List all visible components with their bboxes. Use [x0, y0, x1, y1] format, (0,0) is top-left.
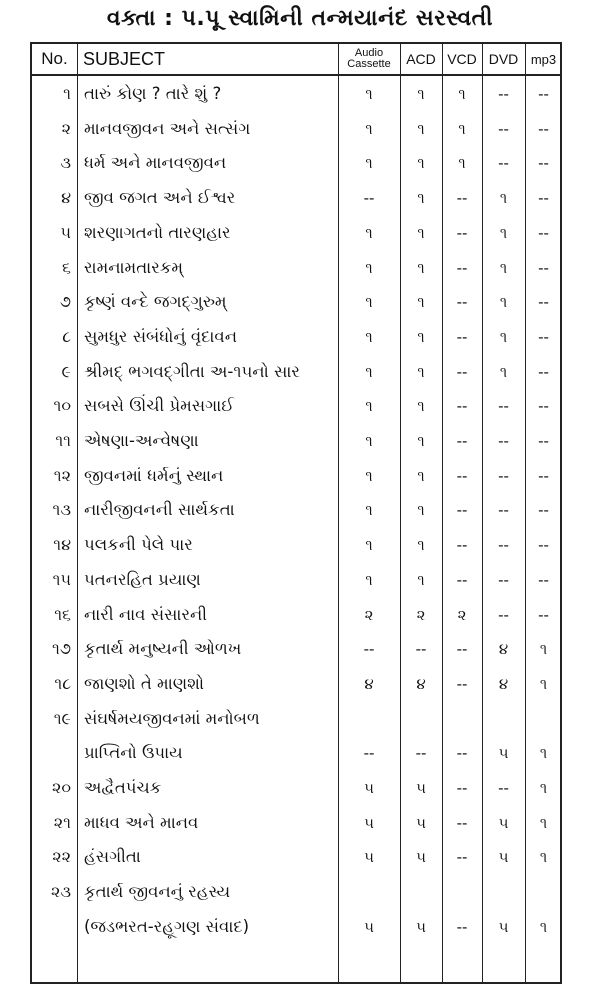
table-row: [32, 146, 564, 180]
cell-audio: ૧: [365, 154, 373, 173]
cell-audio: --: [363, 640, 375, 659]
table-row: [32, 251, 564, 285]
cell-dvd: --: [498, 466, 509, 485]
cell-acd: ૫: [416, 779, 426, 797]
cell-audio: --: [363, 189, 375, 208]
header-no: No.: [41, 49, 68, 68]
cell-subject: અદ્વૈતપંચક: [84, 778, 162, 797]
cell-acd: ૧: [417, 189, 425, 208]
table-row: [32, 355, 564, 389]
cell-no: ૨: [61, 118, 71, 138]
cell-audio: ૧: [365, 570, 373, 589]
table-row: [32, 667, 564, 701]
table-row: [32, 112, 564, 146]
cell-mp3: --: [538, 119, 549, 138]
table-row: [32, 598, 564, 632]
cell-audio: ૪: [364, 674, 374, 693]
cell-subject: રામનામતારકમ્: [84, 257, 184, 277]
header-mp3: mp3: [530, 51, 557, 67]
cell-dvd: ૫: [498, 848, 509, 867]
cell-no: ૧૮: [54, 673, 71, 693]
cell-no: ૧૭: [52, 639, 71, 659]
table-row: [32, 771, 564, 805]
cell-vcd: --: [456, 223, 468, 242]
cell-vcd: --: [456, 293, 468, 312]
cell-dvd: ૪: [498, 674, 509, 693]
cell-no: ૧૬: [54, 604, 71, 624]
cell-audio: ૫: [364, 848, 374, 867]
cell-no: ૧૨: [53, 465, 71, 485]
cell-subject: સંઘર્ષમયજીવનમાં મનોબળ: [84, 708, 260, 728]
cell-audio: ૧: [365, 258, 373, 277]
cell-mp3: --: [538, 327, 549, 346]
cell-vcd: --: [456, 258, 468, 277]
cell-dvd: --: [498, 570, 509, 589]
cell-mp3: --: [538, 432, 549, 450]
cell-mp3: [525, 702, 562, 736]
cell-dvd: ૫: [498, 917, 509, 936]
cell-vcd: --: [456, 536, 468, 555]
cell-acd: [400, 702, 442, 736]
cell-vcd: ૧: [458, 85, 466, 103]
cell-no: ૧૯: [53, 708, 71, 728]
cell-subject: માધવ અને માનવ: [84, 812, 199, 832]
cell-no: ૭: [59, 292, 71, 312]
cell-dvd: ૧: [499, 258, 508, 277]
cell-subject: સબસે ઊંચી પ્રેમસગાઈ: [84, 396, 234, 416]
cell-no: ૮: [62, 326, 71, 346]
cell-dvd: ૧: [499, 223, 508, 242]
cell-subject: કૃતાર્થ મનુષ્યની ઓળખ: [84, 639, 242, 659]
cell-mp3: --: [538, 362, 549, 381]
cell-acd: ૫: [416, 813, 426, 832]
table-row: [32, 320, 564, 354]
table-row: [32, 424, 564, 458]
header-subject: SUBJECT: [83, 48, 166, 69]
cell-acd: [400, 875, 442, 909]
cell-mp3: --: [538, 223, 549, 242]
cell-subject: પતનરહિત પ્રયાણ: [84, 569, 201, 589]
cell-vcd: --: [456, 501, 468, 520]
cell-vcd: --: [456, 848, 468, 867]
catalog-table: [30, 42, 562, 984]
cell-audio: ૧: [365, 397, 373, 416]
cell-no: ૨૨: [52, 847, 71, 867]
cell-subject: પલકની પેલે પાર: [84, 535, 193, 555]
cell-vcd: --: [456, 640, 468, 659]
cell-audio: ૧: [365, 501, 373, 520]
cell-subject: શરણાગતનો તારણહાર: [84, 222, 231, 242]
cell-audio: ૫: [364, 813, 374, 832]
table-row: [32, 493, 564, 527]
cell-audio: [338, 702, 400, 736]
table-row: [32, 875, 564, 909]
cell-mp3: --: [538, 258, 549, 277]
table-row: [32, 702, 564, 736]
table-row: [32, 910, 564, 944]
cell-dvd: ૧: [499, 293, 508, 312]
table-row: [32, 806, 564, 840]
cell-no: ૧૩: [52, 500, 71, 520]
cell-acd: ૧: [417, 119, 425, 138]
cell-acd: ૧: [417, 223, 425, 242]
cell-mp3: --: [538, 85, 549, 103]
cell-acd: ૧: [417, 154, 425, 173]
cell-mp3: --: [538, 466, 549, 485]
cell-audio: ૧: [365, 327, 373, 346]
cell-mp3: ૧: [539, 848, 548, 867]
cell-vcd: --: [456, 744, 468, 763]
cell-dvd: ૫: [498, 813, 509, 832]
cell-dvd: --: [498, 605, 509, 624]
cell-subject: હંસગીતા: [84, 847, 141, 867]
cell-mp3: ૧: [539, 674, 548, 693]
cell-subject: માનવજીવન અને સત્સંગ: [84, 118, 251, 138]
cell-dvd: --: [498, 119, 509, 138]
cell-vcd: --: [456, 466, 468, 485]
cell-mp3: ૧: [539, 744, 548, 763]
cell-acd: ૧: [417, 397, 425, 416]
cell-no: ૫: [60, 222, 71, 242]
header-acd: ACD: [406, 51, 436, 67]
cell-vcd: --: [456, 327, 468, 346]
page-title: વક્તા : પ.પૂ સ્વામિની તન્મયાનંદ સરસ્વતી: [106, 6, 494, 31]
cell-mp3: ૧: [539, 779, 548, 797]
cell-vcd: [442, 875, 482, 909]
cell-vcd: --: [456, 397, 468, 416]
cell-dvd: [482, 702, 525, 736]
cell-audio: [338, 875, 400, 909]
cell-vcd: --: [456, 917, 468, 936]
cell-acd: --: [415, 744, 427, 763]
cell-subject: જીવનમાં ધર્મનું સ્થાન: [84, 465, 224, 485]
cell-subject: પ્રાપ્તિનો ઉપાય: [84, 743, 183, 763]
cell-no: ૨૩: [50, 882, 71, 902]
cell-dvd: ૧: [499, 189, 508, 208]
cell-audio: ૧: [365, 536, 373, 555]
cell-audio: ૧: [365, 432, 373, 450]
cell-mp3: --: [538, 605, 549, 624]
table-row: [32, 563, 564, 597]
header-dvd: DVD: [488, 51, 519, 67]
cell-acd: ૨: [416, 605, 426, 624]
cell-mp3: [525, 875, 562, 909]
cell-dvd: ૪: [498, 640, 509, 659]
cell-no: ૧૧: [55, 431, 71, 450]
table-row: [32, 216, 564, 250]
table-row: [32, 840, 564, 874]
cell-mp3: --: [538, 293, 549, 312]
header-audio-line1: Audio: [354, 47, 384, 59]
header-divider: [32, 74, 560, 76]
cell-acd: ૧: [417, 466, 425, 485]
cell-audio: ૧: [365, 362, 373, 381]
table-row: [32, 389, 564, 423]
cell-subject: કૃતાર્થ જીવનનું રહસ્ય: [84, 882, 231, 902]
table-row: [32, 736, 564, 770]
cell-no: ૧૫: [52, 569, 71, 589]
cell-vcd: [442, 702, 482, 736]
cell-vcd: --: [456, 432, 468, 450]
cell-dvd: --: [498, 397, 509, 416]
cell-vcd: ૧: [458, 154, 466, 173]
cell-mp3: --: [538, 154, 549, 173]
cell-dvd: --: [498, 779, 509, 797]
cell-subject: ધર્મ અને માનવજીવન: [84, 153, 227, 173]
cell-dvd: --: [498, 432, 509, 450]
cell-vcd: --: [456, 189, 468, 208]
cell-subject: નારી નાવ સંસારની: [84, 604, 208, 624]
cell-vcd: --: [456, 570, 468, 589]
cell-no: ૯: [61, 361, 71, 381]
cell-dvd: ૫: [498, 744, 509, 763]
cell-subject: શ્રીમદ્ ભગવદ્ગીતા અ-૧૫નો સાર: [84, 361, 300, 381]
cell-dvd: --: [498, 536, 509, 555]
cell-no: ૧૦: [53, 396, 71, 416]
cell-dvd: --: [498, 154, 509, 173]
cell-acd: ૧: [417, 432, 425, 450]
cell-no: ૧૪: [53, 535, 71, 555]
cell-mp3: ૧: [539, 640, 548, 659]
cell-no: ૨૦: [51, 778, 71, 797]
cell-acd: ૧: [417, 85, 425, 103]
cell-vcd: --: [456, 813, 468, 832]
cell-audio: ૧: [365, 223, 373, 242]
cell-mp3: --: [538, 397, 549, 416]
cell-no: ૨૧: [53, 812, 71, 832]
cell-vcd: ૨: [457, 605, 467, 624]
cell-vcd: --: [456, 362, 468, 381]
cell-audio: ૨: [364, 605, 374, 624]
table-row: [32, 285, 564, 319]
cell-audio: ૫: [364, 779, 374, 797]
cell-no: ૩: [60, 153, 71, 173]
header-audio-line2: Cassette: [347, 58, 391, 70]
cell-acd: ૪: [416, 674, 426, 693]
cell-audio: ૧: [365, 119, 373, 138]
cell-no: [32, 910, 77, 944]
cell-subject: કૃષ્ણં વન્દે જગદ્ગુરુમ્: [84, 292, 227, 312]
cell-subject: એષણા-અન્વેષણા: [84, 431, 199, 450]
cell-mp3: --: [538, 536, 549, 555]
header-vcd: VCD: [447, 51, 477, 67]
cell-dvd: ૧: [499, 327, 508, 346]
cell-audio: ૧: [365, 466, 373, 485]
cell-acd: ૧: [417, 570, 425, 589]
cell-acd: ૧: [417, 258, 425, 277]
cell-acd: --: [415, 640, 427, 659]
cell-vcd: --: [456, 674, 468, 693]
cell-subject: (જડભરત-રહૂગણ સંવાદ): [84, 916, 250, 936]
cell-vcd: --: [456, 779, 468, 797]
cell-audio: ૫: [364, 917, 374, 936]
cell-no: ૧: [63, 84, 71, 103]
table-row: [32, 528, 564, 562]
cell-subject: જીવ જગત અને ઈશ્વર: [84, 188, 236, 208]
cell-dvd: --: [498, 501, 509, 520]
cell-dvd: ૧: [499, 362, 508, 381]
cell-audio: --: [363, 744, 375, 763]
cell-subject: નારીજીવનની સાર્થકતા: [84, 500, 235, 520]
cell-dvd: [482, 875, 525, 909]
cell-acd: ૫: [416, 848, 426, 867]
header-audio-cassette: [338, 44, 400, 74]
cell-acd: ૧: [417, 362, 425, 381]
cell-no: ૪: [61, 188, 71, 208]
cell-acd: ૫: [416, 917, 426, 936]
cell-acd: ૧: [417, 501, 425, 520]
cell-mp3: ૧: [539, 917, 548, 936]
cell-no: [32, 736, 77, 770]
cell-dvd: --: [498, 85, 509, 103]
cell-subject: સુમધુર સંબંધોનું વૃંદાવન: [84, 326, 237, 346]
table-row: [32, 181, 564, 215]
cell-subject: તારું કોણ ? તારે શું ?: [84, 84, 222, 103]
table-row: [32, 632, 564, 666]
cell-acd: ૧: [417, 293, 425, 312]
cell-no: ૬: [62, 257, 71, 277]
cell-audio: ૧: [365, 85, 373, 103]
cell-mp3: --: [538, 501, 549, 520]
cell-acd: ૧: [417, 327, 425, 346]
cell-mp3: --: [538, 189, 549, 208]
table-row: [32, 459, 564, 493]
cell-audio: ૧: [365, 293, 373, 312]
cell-vcd: ૧: [458, 119, 466, 138]
cell-mp3: --: [538, 570, 549, 589]
cell-mp3: ૧: [539, 813, 548, 832]
cell-acd: ૧: [417, 536, 425, 555]
table-row: [32, 77, 564, 111]
cell-subject: જાણશો તે માણશો: [84, 673, 204, 693]
